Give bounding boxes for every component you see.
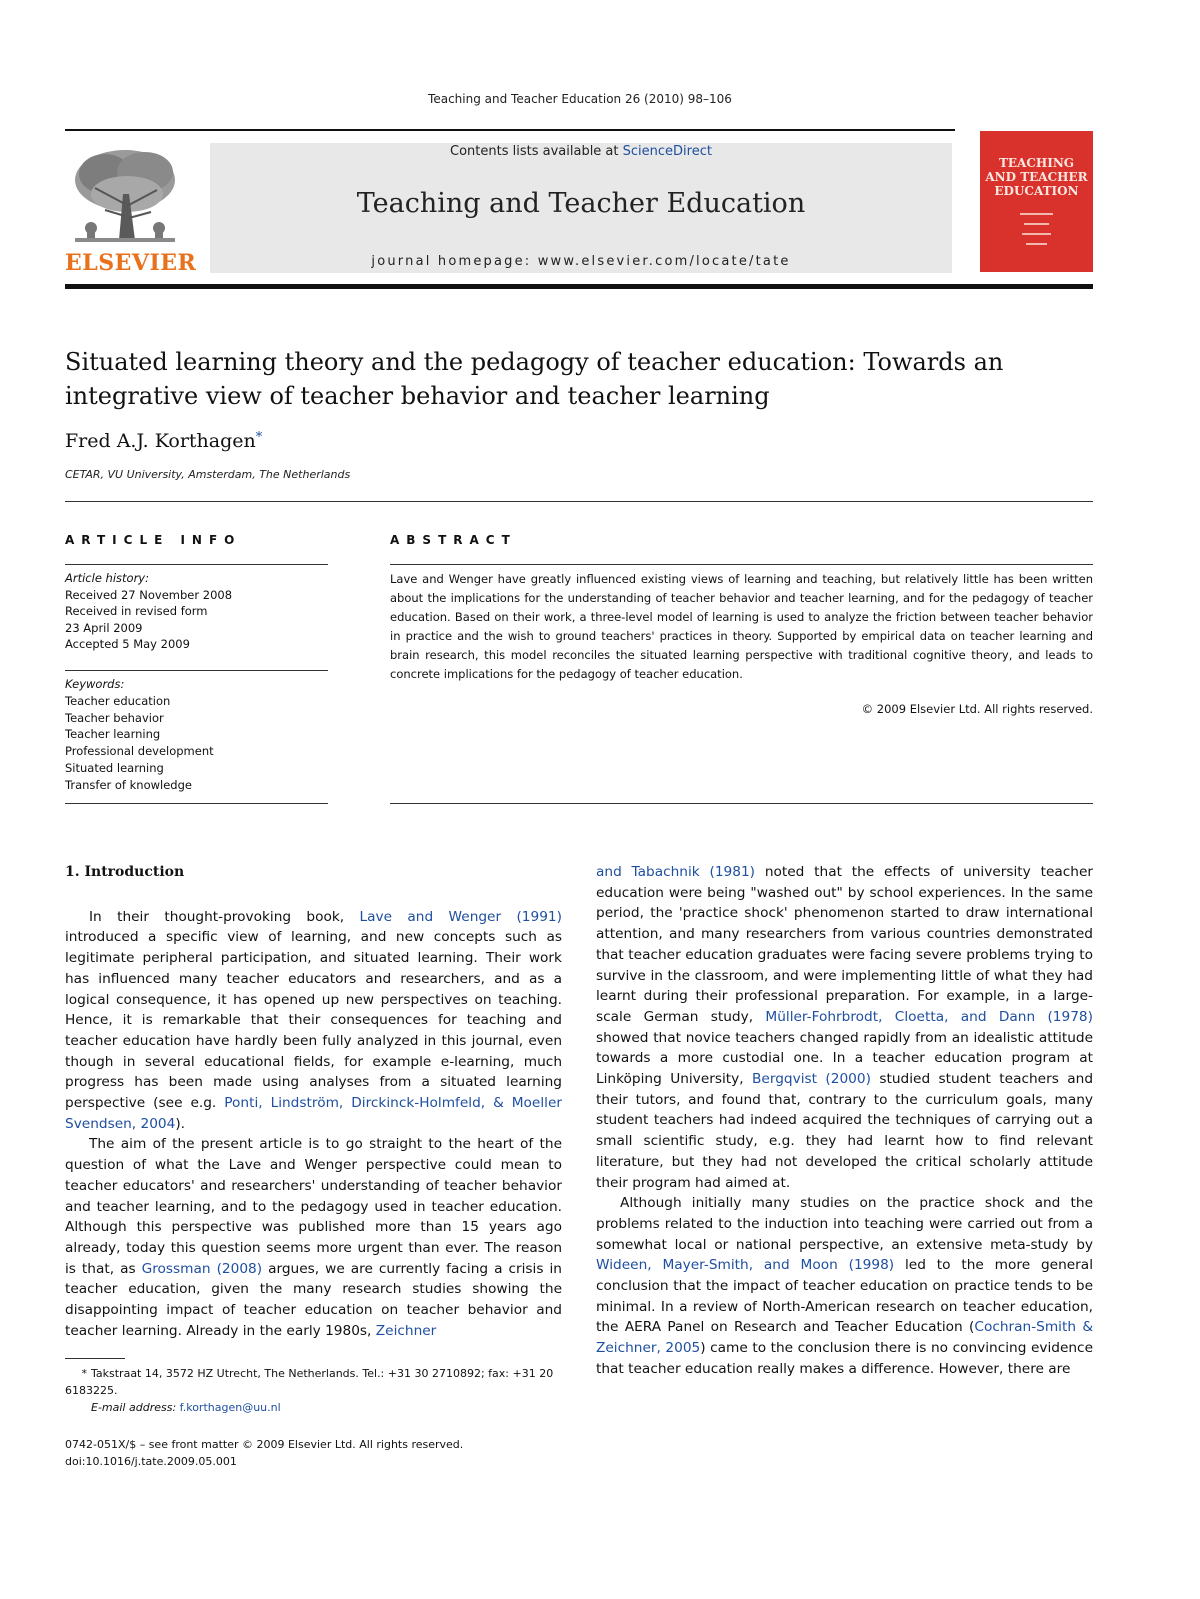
text-run: ) came to the conclusion there is no convincing evidence that teacher education really makes a difference. However, there are [596,1340,1094,1377]
citation-link[interactable]: Bergqvist (2000) [752,1071,871,1088]
text-run: In their thought-provoking book, [89,908,360,925]
body-paragraph [596,862,1093,1193]
text-run: studied student teachers and their tutors, and found that, contrary to the curriculum goals, many student teachers had indeed acquired the techniques of carrying out a small scientific study, e.g. they had learnt how to find relevant literature, but they had not developed the critical scholarly attitude their program had aimed at. [596,1071,1094,1191]
header-top-rule [65,129,955,131]
info-rule-top [65,564,328,565]
keyword-item: Teacher behavior [65,710,164,725]
citation-link[interactable]: and Tabachnik (1981) [596,864,756,880]
keywords-label: Keywords: [65,677,125,691]
journal-title: Teaching and Teacher Education [356,188,806,219]
history-item: Received in revised form [65,604,208,618]
footnote-address-line [65,1365,562,1399]
keyword-item: Transfer of knowledge [65,777,192,792]
footnote-symbol: * [81,1367,87,1380]
citation-link[interactable]: Cochran-Smith & Zeichner, 2005 [596,1319,1094,1357]
elsevier-wordmark: ELSEVIER [65,250,197,276]
abstract-copyright: © 2009 Elsevier Ltd. All rights reserved. [861,702,1093,716]
keyword-item: Situated learning [65,760,164,775]
article-title: Situated learning theory and the pedagogy of teacher education: Towards an integrative view of teacher behavior and teacher learning [65,348,1004,410]
front-matter [65,1436,562,1470]
article-info-heading: ARTICLE INFO [65,533,242,547]
history-item: 23 April 2009 [65,620,143,635]
doi-line[interactable]: doi:10.1016/j.tate.2009.05.001 [65,1455,237,1468]
info-rule-middle [65,670,328,671]
history-item: Accepted 5 May 2009 [65,637,190,651]
email-label: E-mail address: [91,1401,180,1414]
text-run: led to the more general conclusion that the impact of teacher education on practice tends to be minimal. In a review of North-American research on teacher education, the AERA Panel on Research and Teacher Education ( [596,1257,1093,1336]
text-run: The aim of the present article is to go straight to the heart of the question of what the Lave and Wenger perspective could mean to teacher educators' and researchers' understanding of teacher behavior and teacher learning, and to the pedagogy used in teacher education. Although this perspective was published more than 15 years ago already, today this question seems more urgent than ever. The reason is that, as [65,1136,562,1277]
cover-decoration [980,131,1093,272]
body-paragraph [596,1193,1093,1379]
citation-link[interactable]: Wideen, Mayer-Smith, and Moon (1998) [596,1257,895,1274]
email-link[interactable]: f.korthagen@uu.nl [179,1401,281,1414]
citation-link[interactable]: Lave and Wenger (1991) [359,908,562,925]
citation-link[interactable]: Zeichner [375,1322,437,1339]
text-run: introduced a specific view of learning, and new concepts such as legitimate peripheral participation, and situated learning. Their work has influenced many teacher educators and researchers, and as a logical consequence, it has opened up new perspectives on teaching. Hence, it is remarkable that their consequences for teaching and teacher education have hardly been fully analyzed in this journal, even though in several educational fields, for example e-learning, much progress has been made using analyses from a situated learning perspective (see e.g. [65,929,562,1112]
citation-link[interactable]: Ponti, Lindström, Dirckinck-Holmfeld, & Moeller Svendsen, 2004 [65,1095,562,1132]
issn-line: 0742-051X/$ – see front matter © 2009 Elsevier Ltd. All rights reserved. [65,1438,464,1451]
text-run: noted that the effects of university teacher education were being "washed out" by school experiences. In the same period, the 'practice shock' phenomenon started to draw international attention, and many researchers from various countries demonstrated that teacher education graduates were facing severe problems trying to survive in the classroom, and were implementing little of what they had learnt during their professional preparation. For example, in a large-scale German study, [596,864,1093,1025]
body-paragraph [65,1134,562,1341]
author-footnote [65,1365,562,1416]
info-rule-bottom [65,803,328,804]
text-run: showed that novice teachers changed rapidly from an idealistic attitude towards a more custodial one. In a teacher education program at Linköping University, [596,1029,1093,1088]
title-block-rule [65,501,1093,502]
section-heading-introduction: 1. Introduction [65,864,185,880]
contents-prefix: Contents lists available at [450,144,623,159]
body-column-left [65,862,562,1341]
running-head: Teaching and Teacher Education 26 (2010) 98–106 [428,92,732,106]
abstract-rule-bottom [390,803,1093,804]
keyword-item: Teacher education [65,693,171,708]
text-run: argues, we are currently facing a crisis in teacher education, given the many research studies showing the disappointing impact of teacher education on teacher behavior and teacher learning. Already in the early 1980s, [65,1260,562,1339]
footnote-rule [65,1358,125,1359]
history-label: Article history: [65,571,149,585]
header-bottom-rule [65,284,1093,289]
author-footnote-mark[interactable]: * [255,430,263,445]
footnote-address: Takstraat 14, 3572 HZ Utrecht, The Netherlands. Tel.: +31 30 2710892; fax: +31 20 6183225. [65,1367,554,1397]
body-paragraph [65,907,562,1135]
citation-link[interactable]: Grossman (2008) [141,1260,263,1277]
journal-homepage[interactable]: journal homepage: www.elsevier.com/locate/tate [371,254,791,269]
history-item: Received 27 November 2008 [65,587,233,602]
footnote-email-line [65,1399,562,1416]
abstract-rule-top [390,564,1093,565]
sciencedirect-link[interactable]: ScienceDirect [622,144,712,159]
contents-line [210,144,952,159]
text-run: ). [175,1115,186,1132]
author-line [65,430,262,452]
author-name: Fred A.J. Korthagen [65,430,256,452]
body-column-right [596,862,1093,1380]
abstract-heading: ABSTRACT [390,533,517,547]
keyword-item: Teacher learning [65,727,161,742]
cover-title: TEACHING AND TEACHER EDUCATION [985,156,1088,198]
keyword-item: Professional development [65,744,214,759]
affiliation: CETAR, VU University, Amsterdam, The Netherlands [65,468,351,481]
article-history [65,570,328,653]
keywords [65,676,328,794]
abstract-text: Lave and Wenger have greatly influenced existing views of learning and teaching, but relatively little has been written about the implications for the understanding of teacher behavior and teacher learning, and for the pedagogy of teacher education. Based on their work, a three-level model of learning is used to analyze the friction between teacher behavior in practice and the wish to ground teachers' practices in theory. Supported by empirical data on teacher learning and brain research, this model reconciles the situated learning perspective with traditional cognitive theory, and leads to concrete implications for the pedagogy of teacher education. [390,572,1093,681]
text-run: Although initially many studies on the practice shock and the problems related to the induction into teaching were carried out from a somewhat local or national perspective, an extensive meta-study by [596,1195,1093,1253]
citation-link[interactable]: Müller-Fohrbrodt, Cloetta, and Dann (1978) [765,1008,1093,1025]
journal-cover-thumbnail [980,131,1093,272]
